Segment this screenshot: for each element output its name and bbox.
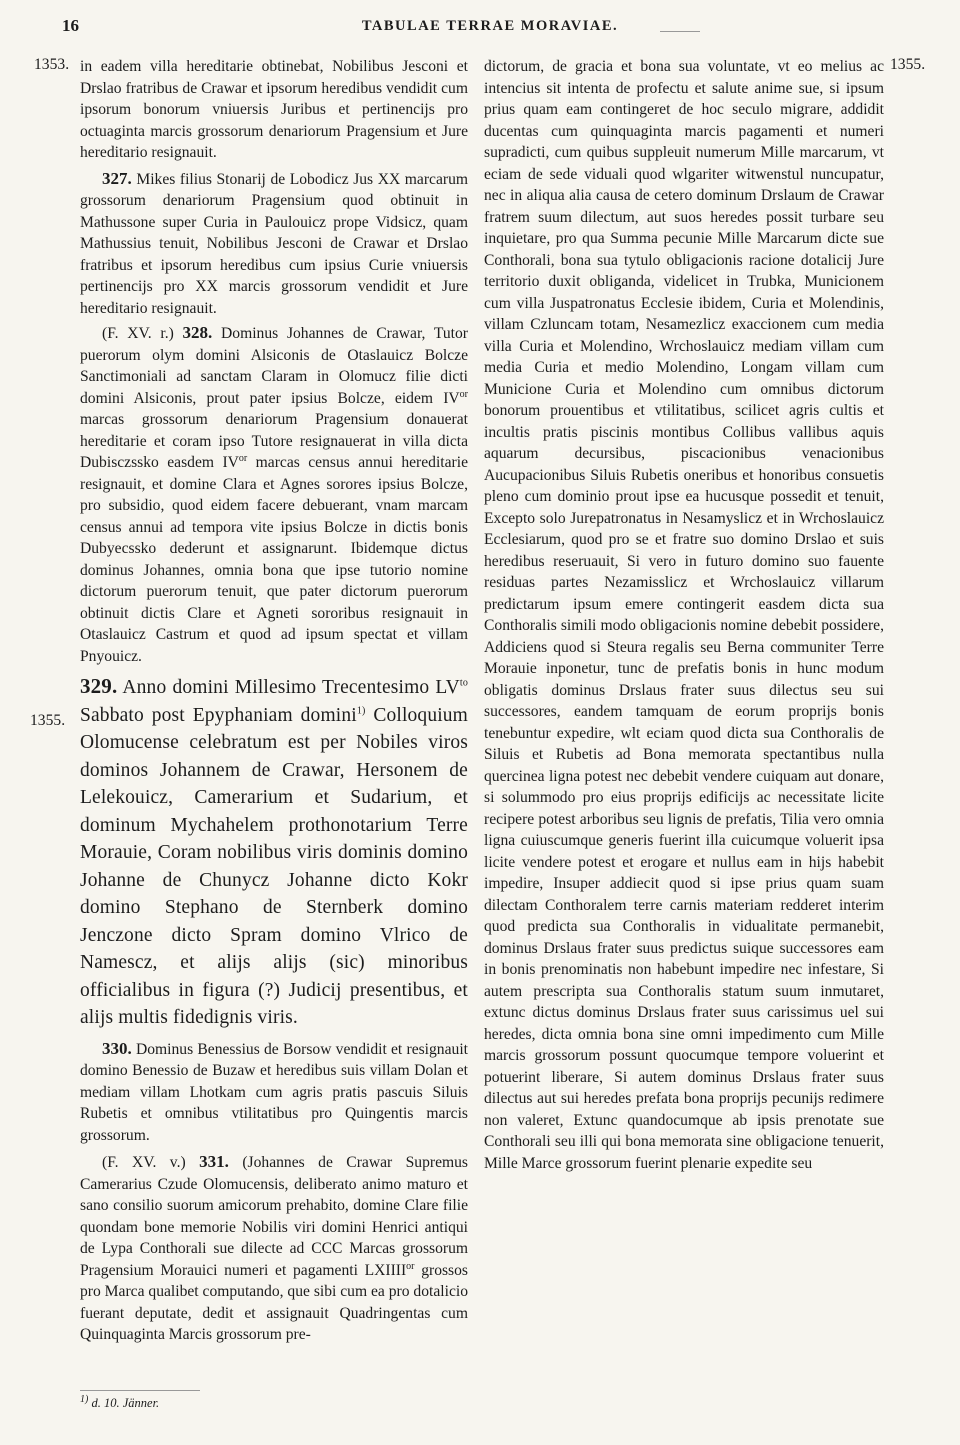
entry-text: Anno domini Millesimo Trecentesimo LV: [122, 677, 460, 698]
superscript: or: [238, 452, 248, 464]
entry-text-cont: Colloquium Olomucense celebratum est per Nobiles viros dominos Johannem de Crawar, Hersonem de Lelekouicz, Camerarium et Sudarium, et dominum Mychahelem prothonotarium Terre Morauie, Coram nobilibus viris dominis domino Johanne de Chunycz Johanne dicto Kokr domino Stephano de Sternberk domino Jenczone dicto Spram domino Vlrico de Namescz, et alijs alijs (sic) minoribus officialibus in figura (?) Judicij presentibus, et alijs multis fidedignis viris.: [80, 704, 469, 1028]
entry-text-cont: marcas grossorum denariorum Pragensium donauerat hereditarie et coram ipso Tutore resignauerat in villa dicta Dubisczssko easdem IV: [80, 411, 468, 471]
entry-329: [80, 673, 468, 1032]
footnote-mark: 1): [80, 1393, 89, 1405]
entry-328: [80, 322, 468, 667]
entry-text-cont: Sabbato post Epyphaniam domini: [80, 704, 357, 726]
entry-text: Dominus Benessius de Borsow vendidit et resignauit domino Benessio de Buzaw et heredibus suis villam Dolan et mediam villam Lhotkam cum agris pratis pascuis Siluis Rubetis et omnibus vtilitatibus pro Quingentis marcis grossorum.: [80, 1040, 468, 1144]
entry-number: 330.: [102, 1038, 132, 1058]
margin-year-left-top: 1353.: [34, 56, 70, 73]
margin-year-left-mid: 1355.: [30, 712, 66, 729]
entry-number: 327.: [102, 168, 132, 188]
entry-continued: in eadem villa hereditarie obtinebat, Nobilibus Jesconi et Drslao fratribus de Crawar et ipsorum heredibus vendidit cum ipsorum bonorum vniuersis Juribus et pertinencijs pro octuaginta marcis grossorum denariorum Pragensium et Jure hereditario resignauit.: [80, 58, 468, 161]
entry-327: [80, 168, 468, 320]
entry-331-continued: dictorum, de gracia et bona sua voluntate, vt eo melius ac intencius sit intenta de profectu et salute anime sue, si ipsum prius quam eam contingeret de hoc seculo migrare, addidit ducentas cum quinquaginta marcis pagamenti et numeri supradicti, cum quibus suppleuit numerum Mille marcarum, vt eciam de sede viduali quod wlgariter witwenstul nuncupatur, nec in aliqua alia causa de cetero dominum Drslaum de Crawar fratrem suum dilectum, aut suos heredes possit turbare seu inquietare, pro qua Summa pecunie Mille Marcarum dicte sue Conthorali, bona sua tytulo obligacionis racione dotalicij Jure territorio duxit obliganda, videlicet in Trubka, Municionem cum villa Juspatronatus Ecclesie ibidem, Curia et Molendinis, villam Czluncam totam, Nesamezlicz exaccionem cum media villa Curia et Molendino, Wrchoslauicz mediam villam cum media Curia et medio Molendino, Longam villam cum Municione Curia et Molendino cum omnibus dictorum bonorum prouentibus et vtilitatibus, scilicet agris cultis et incultis pratis piscinis montibus Collibus vallibus aquis aquarum decursibus, piscacionibus venacionibus Aucupacionibus Siluis Rubetis oneribus et honoribus consuetis pleno cum dominio prout ipse ea hucusque possedit et tenuit, Excepto solo Jurepatronatus in Nesamyslicz et in Wrchoslauicz Ecclesiarum, quod pro se et fratre suo domino Drslao et suis heredibus reseruauit, Si vero in futuro domino suo fauente residuas partes Nezamisslicz et Wrchoslauicz villarum predictarum ipsum emere contingerit easdem dicta sua Conthoralis simili modo obligacionis nomine debebit possidere, Addiciens quod si Steura regalis seu Berna communiter Terre Morauie inponetur, tunc de prefatis bonis in hunc modum obligatis dominus Drslaus frater suus dilectus seu sui successores, eandem tamquam de eorum proprijs bonis tenebuntur expedire, wlt eciam quod dicta sua Conthoralis de Siluis et Rubetis ad Bona memorata spectantibus nulla quercinea ligna potest nec debebit vendere cuiquam aut donare, si solummodo pro eius proprijs edificijs ac necessitate licite recipere potest arboribus seu lignis de prefatis, Tilia vero omnia ligna cuiuscumque generis fuerint illa cuicumque voluerit ipsa licite vendere potest et erogare et nullus eam in hijs habebit impedire, Insuper addiecit quod si ipse prius quam suam dilectam Conthoralem terre carnis materiam redderet interim quod predicta sua Conthoralis in vidualitate permanebit, dominus Drslaus frater suus predictus suique successores eam in bonis prenominatis non habebunt impedire nec infestare, Si autem prescripta sua Conthoralis statum suum inmutaret, extunc dictus dominus Drslaus frater suus carissimus uel sui heredes, dicta omnia bona sine omni impedimento cum Mille marcis grossorum possunt quocumque tempore voluerint et potuerint liberare, Si autem dominus Drslaus frater suus dilectus aut sui heredes prefata bona proprijs pecunijs redimere non valeret, Extunc quandocumque ab ipsis prenotate sue Conthorali seu illi qui bona memorata sine obligacione tenuerit, Mille Marce grossorum fuerint plenarie expedite seu: [484, 58, 884, 1172]
superscript: or: [459, 388, 468, 400]
header-rule: [660, 31, 700, 32]
entry-number: 329.: [80, 674, 118, 698]
entry-331: [80, 1151, 468, 1346]
footnote-text: d. 10. Jänner.: [91, 1396, 160, 1410]
page-header: [0, 12, 960, 42]
footnote-rule: [80, 1390, 200, 1391]
entry-text-cont: marcas census annui hereditarie resignauit, et domine Clara et Agnes sorores ipsius Bolcze, pro subsidio, quod eidem facere debuerant, vnam marcam census annui ad tempora vite ipsius Bolcze in dictis bonis Dubyecssko dederunt et assignarunt. Ibidemque dictus dominus Johannes, omnia bona que ipse tutorio nomine dictorum puerorum tenuit, que pater dictorum puerorum obtinuit dictis Clare et Agneti sororibus resignauit in Otaslauicz Castrum et quod ad ipsum spectat et villam Pnyouicz.: [80, 454, 468, 665]
margin-year-right-top: 1355.: [890, 56, 926, 73]
entry-number: 331.: [199, 1152, 229, 1171]
entry-text: Mikes filius Stonarij de Lobodicz Jus XX marcarum grossorum denariorum Pragensium quod obtinuit in Mathussone super Curia in Paulouicz prope Vidsicz, quam Mathussius tenuit, Nobilibus Jesconi de Crawar et Drslao fratribus et ipsorum heredibus cum ipsius Curie vniuersis pertinencijs pro XX marcis grossorum vendidit et Jure hereditario resignauit.: [80, 170, 468, 317]
entry-number: 328.: [182, 323, 213, 342]
entry-text: Dominus Johannes de Crawar, Tutor puerorum olym domini Alsiconis de Otaslauicz Bolcze Sanctimoniali ad sanctam Claram in Olomucz filie dicti domini Alsiconis, prout pater ipsius Bolcze, eidem IV: [80, 325, 468, 407]
running-title: TABULAE TERRAE MORAVIAE.: [361, 18, 619, 34]
entry-text: (Johannes de Crawar Supremus Camerarius Czude Olomucensis, deliberato animo maturo et sano consilio suorum amicorum prehabito, domine Clare filie quondam bone memorie Nobilis viri domini Henrici antiqui de Lypa Conthorali sue dilecte ad CCC Marcas grossorum Pragensium Morauici numeri et pagamenti LXIIII: [80, 1154, 469, 1279]
entry-text-cont: grossos pro Marca qualibet computando, que sibi cum ea pro dotalicio fuerant deputate, dedit et assignauit Quadringentas cum Quinquaginta Marcis grossorum pre-: [80, 1261, 468, 1343]
superscript: to: [459, 677, 469, 689]
right-column: [484, 56, 884, 1174]
footnote-reference: 1): [356, 705, 366, 716]
entry-330: [80, 1038, 468, 1147]
left-column: [80, 56, 468, 1346]
folio-reference: (F. XV. v.): [102, 1154, 186, 1171]
superscript: or: [406, 1260, 415, 1272]
folio-reference: (F. XV. r.): [102, 325, 174, 342]
page-number: 16: [62, 16, 79, 35]
footnote: [80, 1393, 160, 1411]
